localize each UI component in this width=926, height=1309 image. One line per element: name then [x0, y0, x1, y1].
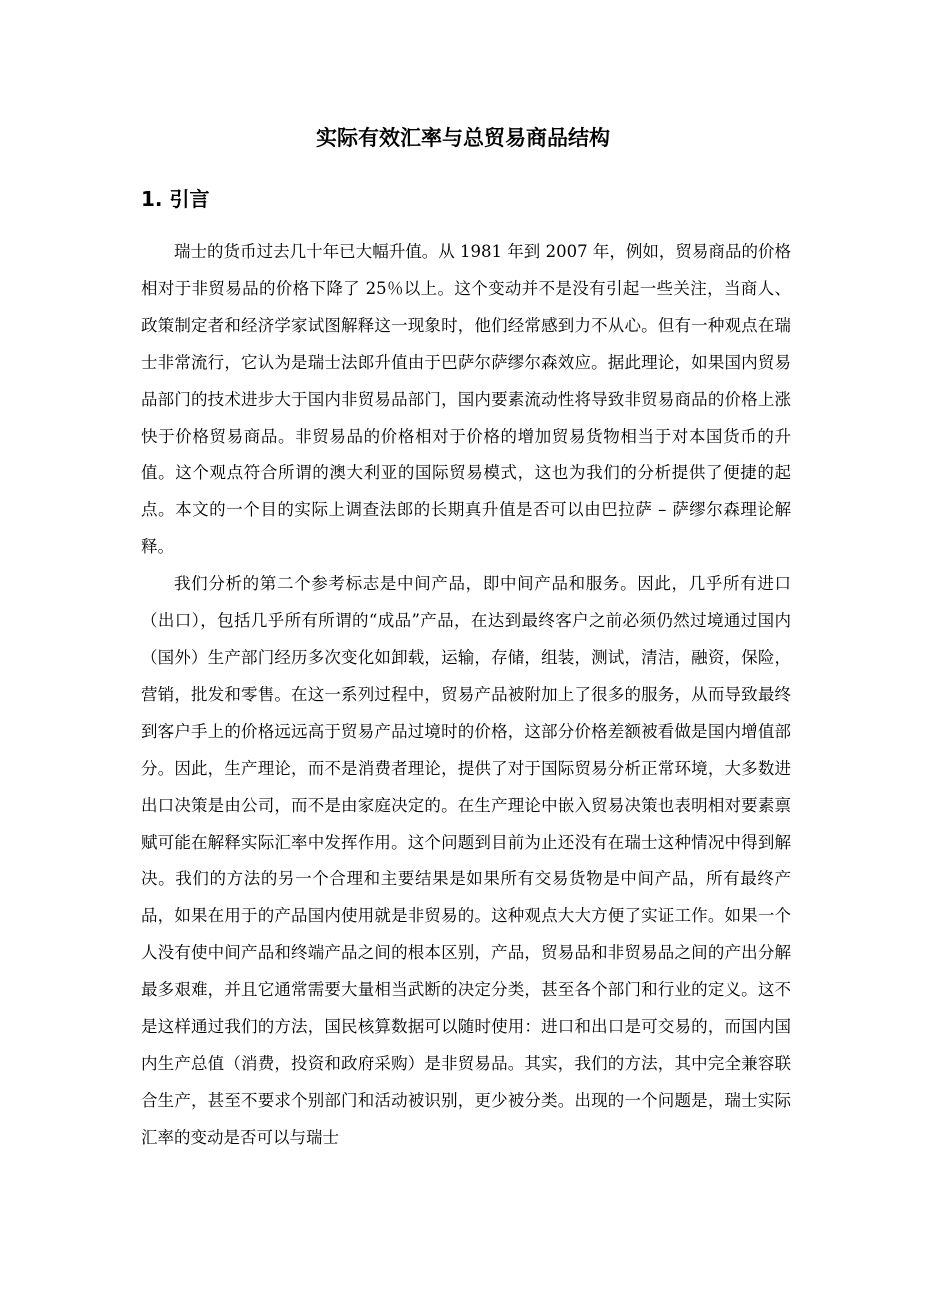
paragraph: 我们分析的第二个参考标志是中间产品，即中间产品和服务。因此，几乎所有进口（出口），包括几乎所有所谓的“成品”产品，在达到最终客户之前必须仍然过境通过国内（国外）生产部门经历多次变化如卸载，运输，存储，组装，测试，清洁，融资，保险，营销，批发和零售。在这一系列过程中，贸易产品被附加上了很多的服务，从而导致最终到客户手上的价格远远高于贸易产品过境时的价格，这部分价格差额被看做是国内增值部分。因此，生产理论，而不是消费者理论，提供了对于国际贸易分析正常环境，大多数进出口决策是由公司，而不是由家庭决定的。在生产理论中嵌入贸易决策也表明相对要素禀赋可能在解释实际汇率中发挥作用。这个问题到目前为止还没有在瑞士这种情况中得到解决。我们的方法的另一个合理和主要结果是如果所有交易货物是中间产品，所有最终产品，如果在用于的产品国内使用就是非贸易的。这种观点大大方便了实证工作。如果一个人没有使中间产品和终端产品之间的根本区别，产品，贸易品和非贸易品之间的产出分解最多艰难，并且它通常需要大量相当武断的决定分类，甚至各个部门和行业的定义。这不是这样通过我们的方法，国民核算数据可以随时使用：进口和出口是可交易的，而国内国内生产总值（消费，投资和政府采购）是非贸易品。其实，我们的方法，其中完全兼容联合生产，甚至不要求个别部门和活动被识别，更少被分类。出现的一个问题是，瑞士实际汇率的变动是否可以与瑞士	[141, 574, 791, 1147]
section-heading: 1. 引言	[141, 187, 210, 211]
paragraph: 瑞士的货币过去几十年已大幅升值。从 1981 年到 2007 年，例如，贸易商品的价格相对于非贸易品的价格下降了 25％以上。这个变动并不是没有引起一些关注，当商人、政策制定者和经济学家试图解释这一现象时，他们经常感到力不从心。但有一种观点在瑞士非常流行，它认为是瑞士法郎升值由于巴萨尔萨缪尔森效应。据此理论，如果国内贸易品部门的技术进步大于国内非贸易品部门，国内要素流动性将导致非贸易商品的价格上涨快于价格贸易商品。非贸易品的价格相对于价格的增加贸易货物相当于对本国货币的升值。这个观点符合所谓的澳大利亚的国际贸易模式，这也为我们的分析提供了便捷的起点。本文的一个目的实际上调查法郎的长期真升值是否可以由巴拉萨 – 萨缪尔森理论解释。	[141, 242, 791, 557]
body-text	[141, 234, 791, 1157]
document-title: 实际有效汇率与总贸易商品结构	[316, 126, 610, 150]
